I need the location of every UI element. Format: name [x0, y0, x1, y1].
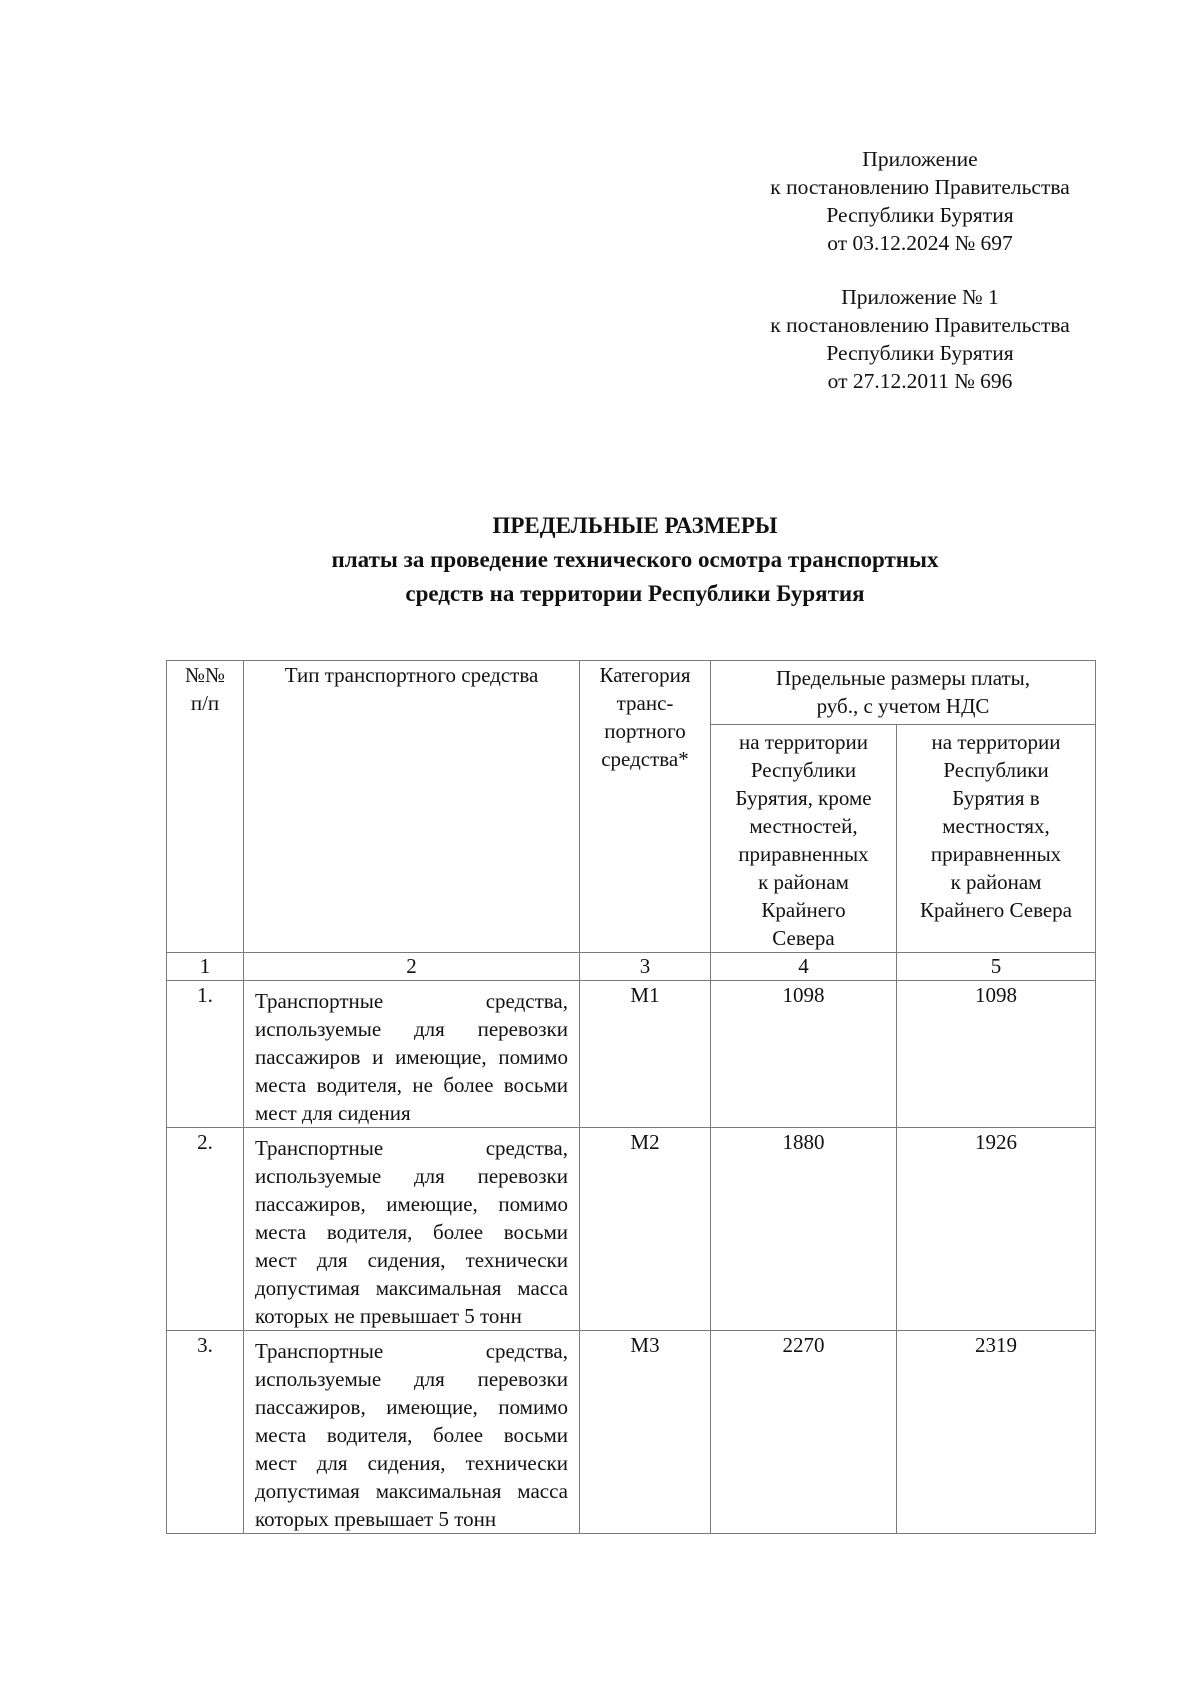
header-vehicle-type	[244, 661, 580, 953]
document-title	[160, 509, 1110, 611]
appendix-current-line4: от 03.12.2024 № 697	[827, 231, 1013, 255]
header-fee-north-line: приравненных	[930, 842, 1062, 866]
header-category-line1: Категория	[599, 663, 691, 687]
row-fee-regular: 1880	[711, 1128, 897, 1331]
appendix-current-reference	[735, 145, 1105, 257]
appendix-original-line1: Приложение № 1	[841, 285, 999, 309]
title-line3: средств на территории Республики Бурятия	[405, 581, 865, 606]
appendix-original-line3: Республики Бурятия	[826, 341, 1014, 365]
header-fee-regular-line: на территории	[739, 730, 868, 754]
appendix-current-line2: к постановлению Правительства	[770, 175, 1070, 199]
row-category: M3	[580, 1331, 711, 1534]
appendix-current-line1: Приложение	[862, 147, 978, 171]
table-row	[167, 1128, 1096, 1331]
header-fee-regular-line: к районам	[758, 870, 849, 894]
row-fee-north: 2319	[897, 1331, 1096, 1534]
header-fee-north-line: Республики	[943, 758, 1049, 782]
header-category-line4: средства*	[601, 747, 689, 771]
row-fee-regular: 1098	[711, 981, 897, 1128]
header-fee-group-line1: Предельные размеры платы,	[776, 666, 1031, 690]
column-number: 1	[167, 953, 244, 981]
header-fee-north-line: Крайнего Севера	[920, 898, 1072, 922]
header-fee-regular-line: Севера	[772, 926, 835, 950]
appendix-original-line4: от 27.12.2011 № 696	[827, 369, 1013, 393]
header-category-line2: транс-	[616, 691, 674, 715]
row-number: 1.	[167, 981, 244, 1128]
header-fee-north	[897, 725, 1096, 953]
row-category: M2	[580, 1128, 711, 1331]
title-line2: платы за проведение технического осмотра транспортных	[331, 547, 939, 572]
row-number: 3.	[167, 1331, 244, 1534]
header-fee-regular-line: Крайнего	[761, 898, 846, 922]
header-vehicle-type-label: Тип транспортного средства	[284, 663, 539, 687]
header-number	[167, 661, 244, 953]
header-fee-group	[711, 661, 1096, 725]
header-category	[580, 661, 711, 953]
table-row	[167, 1331, 1096, 1534]
header-fee-north-line: местностях,	[942, 814, 1050, 838]
header-fee-regular	[711, 725, 897, 953]
row-fee-north: 1098	[897, 981, 1096, 1128]
row-number: 2.	[167, 1128, 244, 1331]
header-category-line3: портного	[604, 719, 686, 743]
header-fee-north-line: Бурятия в	[952, 786, 1040, 810]
column-number-row	[167, 953, 1096, 981]
appendix-current-line3: Республики Бурятия	[826, 203, 1014, 227]
row-vehicle-type: Транспортные средства, используемые для перевозки пассажиров, имеющие, помимо места водителя, более восьми мест для сидения, технически допустимая максимальная масса которых не превышает 5 тонн	[244, 1128, 580, 1331]
appendix-original-reference	[735, 283, 1105, 395]
header-fee-north-line: к районам	[950, 870, 1042, 894]
row-fee-regular: 2270	[711, 1331, 897, 1534]
header-fee-regular-line: Бурятия, кроме	[735, 786, 872, 810]
header-fee-regular-line: местностей,	[749, 814, 858, 838]
header-fee-regular-line: приравненных	[738, 842, 869, 866]
table-row	[167, 981, 1096, 1128]
row-category: M1	[580, 981, 711, 1128]
fee-limits-table	[166, 660, 1096, 1534]
row-vehicle-type: Транспортные средства, используемые для перевозки пассажиров, имеющие, помимо места водителя, более восьми мест для сидения, технически допустимая максимальная масса которых превышает 5 тонн	[244, 1331, 580, 1534]
column-number: 5	[897, 953, 1096, 981]
header-fee-regular-line: Республики	[750, 758, 857, 782]
table-header-row	[167, 661, 1096, 725]
header-number-line1: №№	[184, 663, 226, 687]
title-line1: ПРЕДЕЛЬНЫЕ РАЗМЕРЫ	[492, 513, 778, 538]
row-vehicle-type: Транспортные средства, используемые для перевозки пассажиров и имеющие, помимо места водителя, не более восьми мест для сидения	[244, 981, 580, 1128]
row-fee-north: 1926	[897, 1128, 1096, 1331]
appendix-original-line2: к постановлению Правительства	[770, 313, 1070, 337]
column-number: 2	[244, 953, 580, 981]
header-number-line2: п/п	[190, 691, 220, 715]
column-number: 3	[580, 953, 711, 981]
column-number: 4	[711, 953, 897, 981]
header-fee-north-line: на территории	[931, 730, 1061, 754]
header-fee-group-line2: руб., с учетом НДС	[816, 694, 990, 718]
